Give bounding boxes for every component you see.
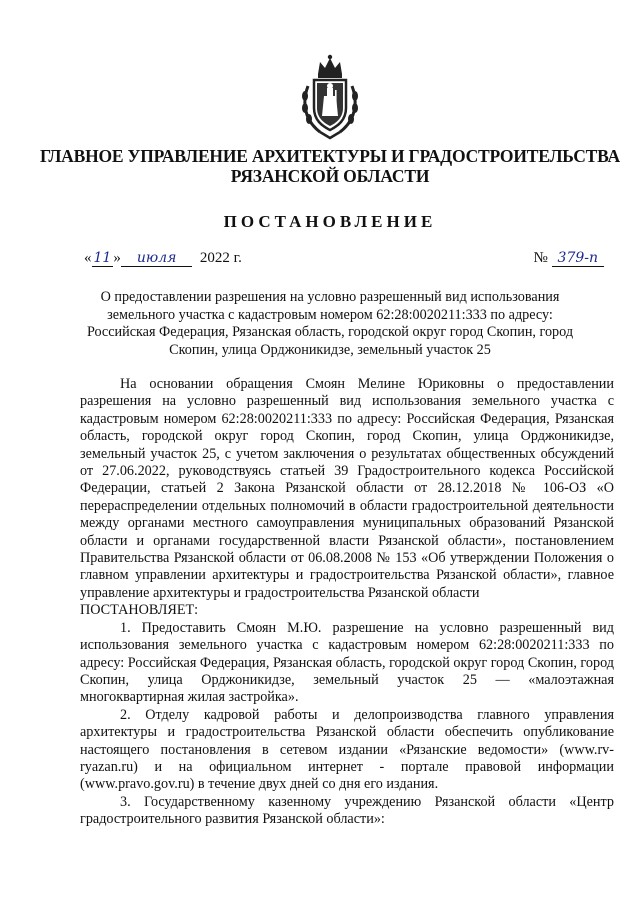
issuing-authority (40, 146, 620, 186)
preamble-paragraph: На основании обращения Смоян Мелине Юриковны о предоставлении разрешения на условно разрешенный вид использования земельного участка с кадастровым номером 62:28:0020211:333 по адресу: Российская Федерация, Рязанская область, городской округ город Скопин, город Скопин, улица Орджоникидзе, земельный участок 25, с учетом заключения о результатах общественных обсуждений от 27.06.2022, руководствуясь статьей 39 Градостроительного кодекса Российской Федерации, статьей 2 Закона Рязанской области от 28.12.2018 № 106-ОЗ «О перераспределении отдельных полномочий в области градостроительной деятельности между органами местного самоуправления муниципальных образований Рязанской области и органами государственной власти Рязанской области», постановлением Правительства Рязанской области от 06.08.2008 № 153 «Об утверждении Положения о главном управлении архитектуры и градостроительства Рязанской области», главное управление архитектуры и градостроительства Рязанской области (80, 376, 614, 601)
authority-line-1: ГЛАВНОЕ УПРАВЛЕНИЕ АРХИТЕКТУРЫ И ГРАДОСТРОИТЕЛЬСТВА (40, 146, 620, 166)
item-1-paragraph: 1. Предоставить Смоян М.Ю. разрешение на условно разрешенный вид использования земельного участка с кадастровым номером 62:28:0020211:333 по адресу: Российская Федерация, Рязанская область, городской округ город Скопин, город Скопин, улица Орджоникидзе, земельный участок 25 — «малоэтажная многоквартирная жилая застройка». (80, 619, 614, 706)
number-value: 379-п (552, 250, 604, 267)
authority-line-2: РЯЗАНСКОЙ ОБЛАСТИ (230, 166, 430, 186)
date-day: 11 (93, 250, 112, 266)
document-date (84, 250, 242, 267)
date-number-row (84, 250, 604, 274)
date-year: 2022 г. (199, 250, 242, 266)
date-month: июля (121, 250, 193, 267)
resolves-heading: ПОСТАНОВЛЯЕТ: (80, 602, 199, 619)
item-3-paragraph: 3. Государственному казенному учреждению Рязанской области «Центр градостроительного развития Рязанской области»: (80, 793, 614, 828)
coat-of-arms-ryazan-icon (298, 52, 362, 140)
document-body (80, 376, 614, 829)
document-type: ПОСТАНОВЛЕНИЕ (223, 212, 437, 231)
document-subject: О предоставлении разрешения на условно разрешенный вид использования земельного участка с кадастровым номером 62:28:0020211:333 по адресу: Российская Федерация, Рязанская область, городской округ город Скопин, город Скопин, улица Орджоникидзе, земельный участок 25 (86, 289, 574, 358)
date-quote-close: » (113, 250, 121, 266)
date-quote-open: « (84, 250, 92, 266)
item-2-paragraph: 2. Отделу кадровой работы и делопроизводства главного управления архитектуры и градостроительства Рязанской области обеспечить опубликование настоящего постановления в сетевом издании «Рязанские ведомости» (www.rv-ryazan.ru) и на официальном интернет - портале правовой информации (www.pravo.gov.ru) в течение двух дней со дня его издания. (80, 706, 614, 793)
document-number (533, 250, 604, 267)
number-prefix: № (533, 250, 548, 266)
